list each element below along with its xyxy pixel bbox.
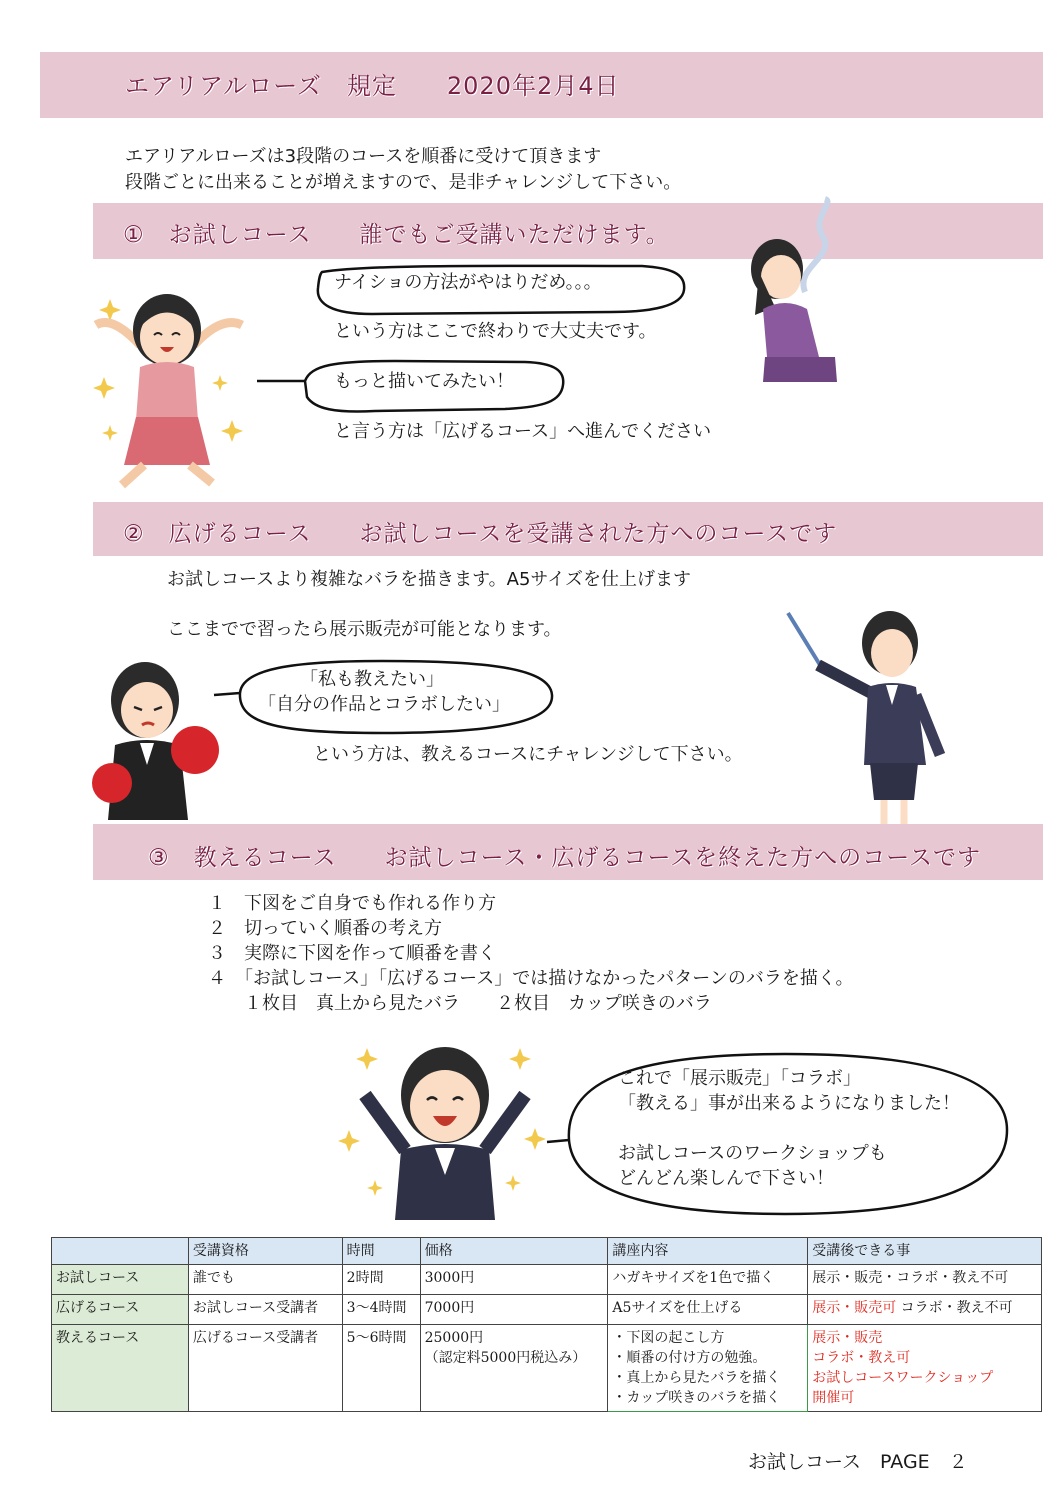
bubble3-line-2: 「自分の作品とコラボしたい」 — [258, 694, 510, 715]
bubble2-text: もっと描いてみたい！ — [334, 371, 514, 392]
section2-line-2: ここまでで習ったら展示販売が可能となります。 — [167, 619, 562, 640]
qualification-cell: お試しコース受講者 — [188, 1295, 342, 1325]
section1-line-2: と言う方は「広げるコース」へ進んでください — [334, 421, 712, 442]
time-cell: 2時間 — [342, 1265, 420, 1295]
content-cell: ハガキサイズを1色で描く — [608, 1265, 808, 1295]
price-cell: 7000円 — [420, 1295, 608, 1325]
page-footer: お試しコース PAGE ２ — [748, 1451, 968, 1473]
intro-line-2: 段階ごとに出来ることが増えますので、是非チャレンジして下さい。 — [125, 172, 682, 193]
after-cell — [808, 1325, 1042, 1412]
section2-title: ② 広げるコース お試しコースを受講された方へのコースです — [123, 521, 838, 547]
bubble4-line-2: 「教える」事が出来るようになりました！ — [618, 1093, 960, 1114]
bubble4-line-4: お試しコースのワークショップも — [618, 1143, 887, 1164]
section3-item-1: １ 下図をご自身でも作れる作り方 — [208, 893, 496, 914]
table-header-row — [52, 1238, 1042, 1265]
course-table — [51, 1237, 1042, 1412]
section3-item-4: ４ 「お試しコース」「広げるコース」では描けなかったパターンのバラを描く。 — [208, 968, 854, 989]
price-cell: 3000円 — [420, 1265, 608, 1295]
table-row — [52, 1295, 1042, 1325]
header-cell-qualification: 受講資格 — [188, 1238, 342, 1265]
after-line: 展示・販売 — [812, 1330, 883, 1346]
section1-title: ① お試しコース 誰でもご受講いただけます。 — [123, 222, 670, 248]
header-cell-time: 時間 — [342, 1238, 420, 1265]
row-label: 教えるコース — [52, 1325, 189, 1412]
content-line: ・真上から見たバラを描く — [612, 1370, 781, 1386]
header-cell-price: 価格 — [420, 1238, 608, 1265]
bubble4-line-5: どんどん楽しんで下さい！ — [618, 1168, 834, 1189]
section3-item-2: ２ 切っていく順番の考え方 — [208, 918, 442, 939]
content-cell: A5サイズを仕上げる — [608, 1295, 808, 1325]
time-cell: 3～4時間 — [342, 1295, 420, 1325]
price-value: 25000円 — [424, 1330, 484, 1346]
after-line: コラボ・教え可 — [812, 1350, 911, 1366]
qualification-cell: 誰でも — [188, 1265, 342, 1295]
section3-item-3: ３ 実際に下図を作って順番を書く — [208, 943, 496, 964]
row-label: お試しコース — [52, 1265, 189, 1295]
content-line: ・下図の起こし方 — [612, 1330, 725, 1346]
qualification-cell: 広げるコース受講者 — [188, 1325, 342, 1412]
price-note: （認定料5000円税込み） — [424, 1350, 587, 1366]
bubble1-text: ナイショの方法がやはりだめ。。。 — [334, 272, 602, 293]
content-line: ・カップ咲きのバラを描く — [612, 1390, 781, 1406]
row-label: 広げるコース — [52, 1295, 189, 1325]
intro-line-1: エアリアルローズは3段階のコースを順番に受けて頂きます — [125, 146, 602, 167]
after-red-text: 展示・販売可 — [812, 1300, 897, 1316]
after-black-text: コラボ・教え不可 — [896, 1300, 1013, 1316]
price-cell — [420, 1325, 608, 1412]
table-row — [52, 1325, 1042, 1412]
section1-line-1: という方はここで終わりで大丈夫です。 — [334, 321, 657, 342]
table-row — [52, 1265, 1042, 1295]
section3-title: ③ 教えるコース お試しコース・広げるコースを終えた方へのコースです — [148, 845, 982, 871]
bubble3-line-1: 「私も教えたい」 — [300, 669, 444, 690]
boxing-woman-illustration — [90, 655, 230, 820]
header-cell-after: 受講後できる事 — [808, 1238, 1042, 1265]
content-cell — [608, 1325, 808, 1412]
jumping-woman-illustration — [82, 285, 262, 495]
after-line: お試しコースワークショップ — [812, 1370, 994, 1386]
section2-line-1: お試しコースより複雑なバラを描きます。A5サイズを仕上げます — [167, 569, 691, 590]
sad-woman-illustration — [745, 197, 855, 387]
page-title: エアリアルローズ 規定 2020年2月4日 — [125, 72, 620, 100]
section2-line-3: という方は、教えるコースにチャレンジして下さい。 — [313, 744, 743, 765]
section3-item-4-detail: １枚目 真上から見たバラ ２枚目 カップ咲きのバラ — [208, 993, 712, 1014]
cheering-woman-illustration — [335, 1040, 565, 1220]
after-line: 開催可 — [812, 1390, 855, 1406]
header-cell-empty — [52, 1238, 189, 1265]
content-line: ・順番の付け方の勉強。 — [612, 1350, 767, 1366]
bubble4-line-1: これで「展示販売」「コラボ」 — [618, 1068, 861, 1089]
after-cell: 展示・販売・コラボ・教え不可 — [808, 1265, 1042, 1295]
after-cell — [808, 1295, 1042, 1325]
time-cell: 5～6時間 — [342, 1325, 420, 1412]
teacher-woman-illustration — [780, 605, 960, 840]
header-cell-content: 講座内容 — [608, 1238, 808, 1265]
